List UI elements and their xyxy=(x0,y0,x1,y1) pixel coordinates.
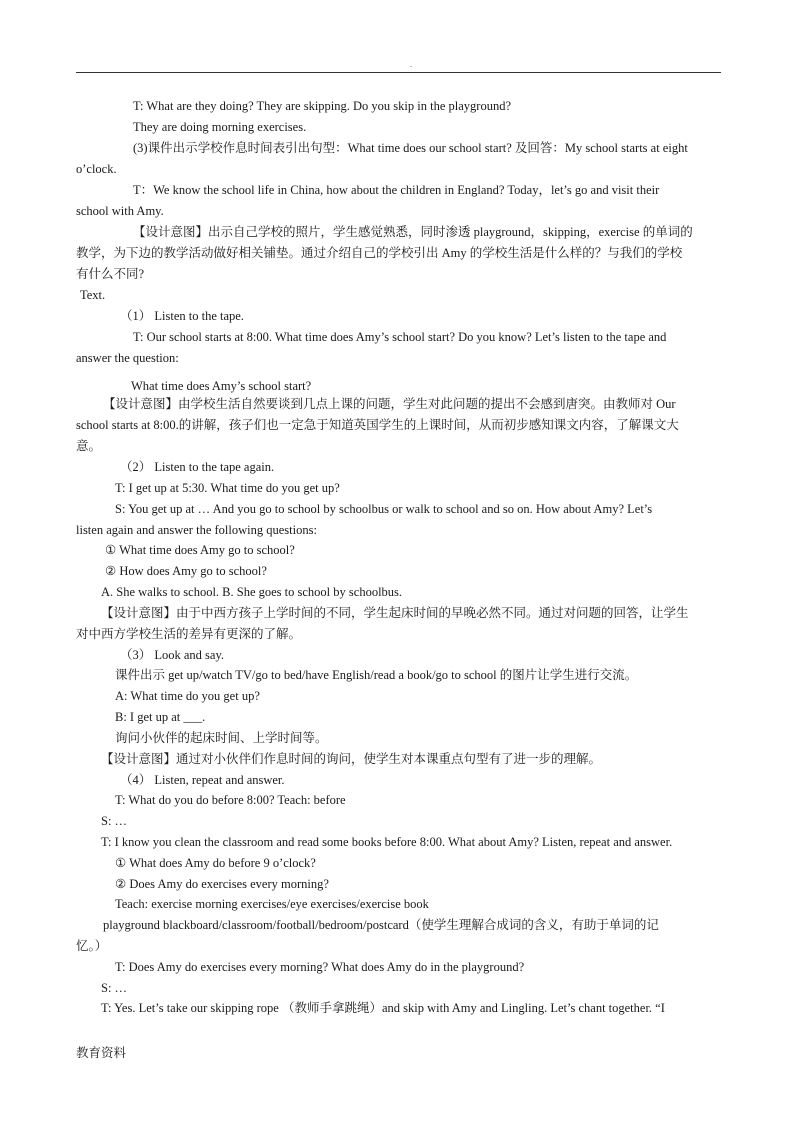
text-line: T: Yes. Let’s take our skipping rope （教师手拿跳绳）and skip with Amy and Lingling. Let’s chant together. “I xyxy=(101,1001,665,1015)
design-intent-line: 【设计意图】通过对小伙伴们作息时间的询问，使学生对本课重点句型有了进一步的理解。 xyxy=(101,752,602,766)
text-line: 课件出示 get up/watch TV/go to bed/have English/read a book/go to school 的图片让学生进行交流。 xyxy=(115,668,638,682)
text-line: (3)课件出示学校作息时间表引出句型：What time does our school start? 及回答：My school starts at eight xyxy=(133,141,688,155)
design-intent-line: 对中西方学校生活的差异有更深的了解。 xyxy=(76,627,302,641)
question-item: ① What does Amy do before 9 o’clock? xyxy=(115,856,316,870)
text-line: T: Does Amy do exercises every morning? What does Amy do in the playground? xyxy=(115,960,525,974)
section-heading: Text. xyxy=(80,288,106,302)
question-item: ② Does Amy do exercises every morning? xyxy=(115,877,329,891)
text-line: answer the question: xyxy=(76,351,179,365)
text-line: S: … xyxy=(101,814,128,828)
answer-options: A. She walks to school. B. She goes to school by schoolbus. xyxy=(101,585,403,599)
text-line: T：We know the school life in China, how about the children in England? Today，let’s go and visit their xyxy=(133,183,660,197)
step-heading: （2） Listen to the tape again. xyxy=(120,460,275,474)
text-line: Teach: exercise morning exercises/eye exercises/exercise book xyxy=(115,897,429,911)
text-line: B: I get up at ___. xyxy=(115,710,206,724)
text-line: S: … xyxy=(101,981,128,995)
question-item: ① What time does Amy go to school? xyxy=(105,543,295,557)
design-intent-line: school starts at 8:00.的讲解，孩子们也一定急于知道英国学生的上课时间，从而初步感知课文内容，了解课文大 xyxy=(76,418,679,432)
step-heading: （1） Listen to the tape. xyxy=(120,309,244,323)
step-heading: （3） Look and say. xyxy=(120,648,225,662)
design-intent-line: 有什么不同? xyxy=(76,267,145,281)
design-intent-line: 意。 xyxy=(76,439,102,453)
text-line: 忆。） xyxy=(76,939,108,953)
text-line: T: Our school starts at 8:00. What time does Amy’s school start? Do you know? Let’s listen to the tape and xyxy=(133,330,667,344)
text-line: T: What are they doing? They are skipping. Do you skip in the playground? xyxy=(133,99,511,113)
text-line: school with Amy. xyxy=(76,204,164,218)
text-line: T: What do you do before 8:00? Teach: before xyxy=(115,793,346,807)
text-line: playground blackboard/classroom/football/bedroom/postcard（使学生理解合成词的含义，有助于单词的记 xyxy=(103,918,659,932)
footer-label: 教育资料 xyxy=(76,1046,127,1060)
header-dot: . xyxy=(410,60,412,69)
header-rule xyxy=(76,72,721,73)
design-intent-line: 教学，为下边的教学活动做好相关铺垫。通过介绍自己的学校引出 Amy 的学校生活是什么样的？与我们的学校 xyxy=(76,246,683,260)
text-line: T: I get up at 5:30. What time do you get up? xyxy=(115,481,340,495)
step-heading: （4） Listen, repeat and answer. xyxy=(120,773,285,787)
text-line: A: What time do you get up? xyxy=(115,689,260,703)
text-line: 询问小伙伴的起床时间、上学时间等。 xyxy=(115,731,328,745)
text-line: S: You get up at … And you go to school by schoolbus or walk to school and so on. How about Amy? Let’s xyxy=(115,502,653,516)
text-line: listen again and answer the following questions: xyxy=(76,523,317,537)
text-line: They are doing morning exercises. xyxy=(133,120,307,134)
text-line: o’clock. xyxy=(76,162,117,176)
text-line: T: I know you clean the classroom and read some books before 8:00. What about Amy? Listen, repeat and answer. xyxy=(101,835,673,849)
design-intent-line: 【设计意图】由学校生活自然要谈到几点上课的问题，学生对此问题的提出不会感到唐突。由教师对 Our xyxy=(103,397,676,411)
question-item: ② How does Amy go to school? xyxy=(105,564,267,578)
design-intent-line: 【设计意图】由于中西方孩子上学时间的不同，学生起床时间的早晚必然不同。通过对问题的回答，让学生 xyxy=(101,606,689,620)
design-intent-line: 【设计意图】出示自己学校的照片，学生感觉熟悉，同时渗透 playground，skipping，exercise 的单词的 xyxy=(133,225,693,239)
text-line: What time does Amy’s school start? xyxy=(131,379,312,393)
